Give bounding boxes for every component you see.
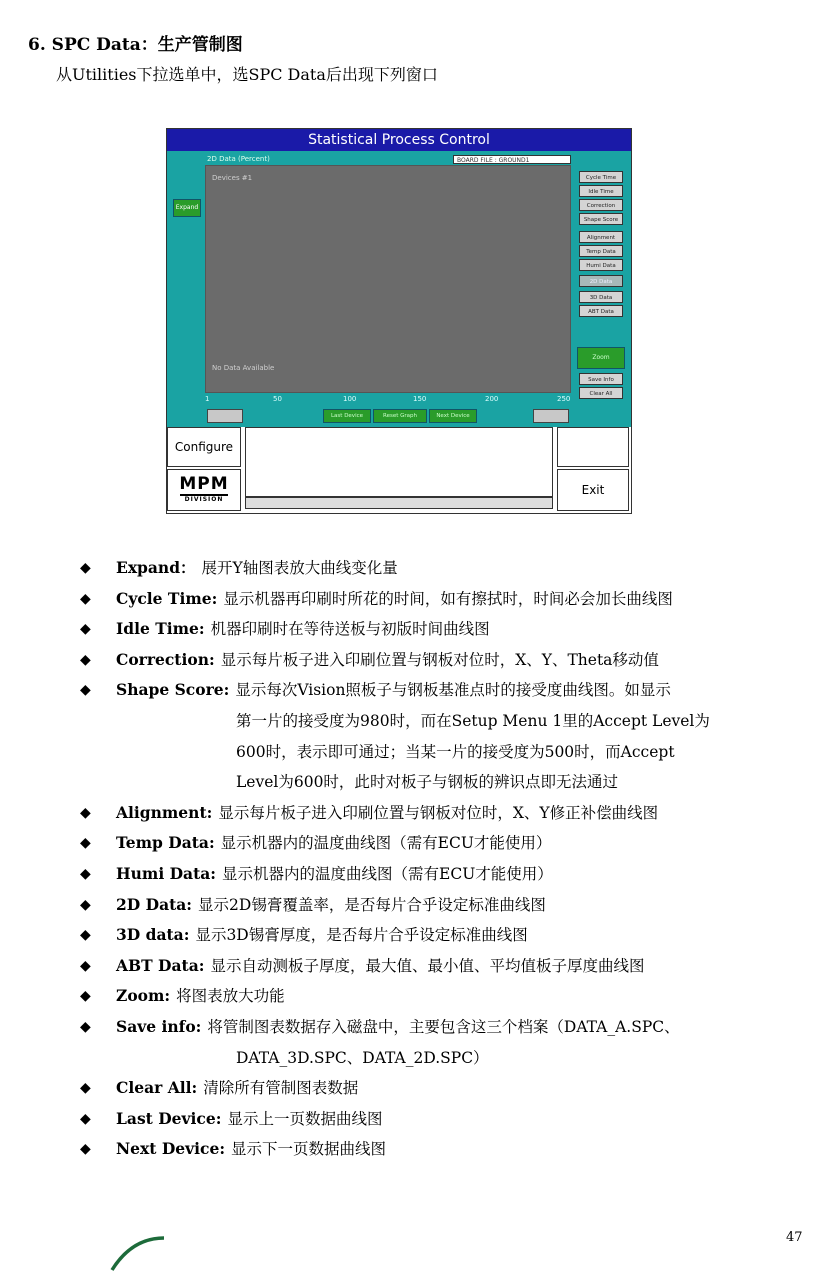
list-item [80,1134,810,1165]
list-item [80,859,810,890]
item-continuation: 600时，表示即可通过；当某一片的接受度为500时，而Accept [236,742,675,761]
message-panel [245,427,553,497]
configure-button[interactable]: Configure [167,427,241,467]
item-continuation: Level为600时，此时对板子与钢板的辨识点即无法通过 [236,773,618,792]
list-item [80,584,810,615]
spc-panel [167,151,631,427]
bullet-icon: ◆ [80,1110,91,1127]
list-item [80,951,810,982]
item-term: Last Device: [116,1108,222,1128]
bullet-icon: ◆ [80,651,91,668]
idle-time-button[interactable]: Idle Time [579,185,623,197]
bullet-icon: ◆ [80,835,91,852]
x-tick: 200 [485,395,499,403]
bullet-icon: ◆ [80,1080,91,1097]
bullet-icon: ◆ [80,621,91,638]
list-item [80,890,810,921]
item-term: Clear All: [116,1078,198,1098]
blank-button[interactable] [557,427,629,467]
bullet-icon: ◆ [80,590,91,607]
item-term: 2D Data: [116,894,193,914]
clear-all-button[interactable]: Clear All [579,387,623,399]
item-term: Save info: [116,1016,202,1036]
x-tick: 1 [205,395,210,403]
x-tick: 150 [413,395,427,403]
item-description: 显示机器内的温度曲线图（需有ECU才能使用） [222,864,553,883]
item-description: 显示机器内的温度曲线图（需有ECU才能使用） [220,834,552,853]
zoom-button[interactable]: Zoom [577,347,625,369]
logo-subtext: DIVISION [184,496,224,503]
correction-button[interactable]: Correction [579,199,623,211]
list-item [80,1073,810,1104]
list-item [80,1104,810,1135]
status-bar [245,497,553,509]
item-term: Temp Data: [116,833,215,853]
list-item [80,920,810,951]
plot-device-label: Devices #1 [212,174,253,182]
bullet-icon: ◆ [80,896,91,913]
corner-swoosh [102,1232,182,1272]
temp-data-button[interactable]: Temp Data [579,245,623,257]
item-description: 机器印刷时在等待送板与初版时间曲线图 [210,620,490,639]
bullet-icon: ◆ [80,865,91,882]
item-term: Shape Score: [116,680,230,700]
bullet-icon: ◆ [80,957,91,974]
item-description: 显示机器再印刷时所花的时间，如有擦拭时，时间必会加长曲线图 [223,589,673,608]
item-description: 显示下一页数据曲线图 [231,1140,387,1159]
bullet-icon: ◆ [80,927,91,944]
scroll-right-box[interactable] [533,409,569,423]
spc-plot-area [205,165,571,393]
no-data-label: No Data Available [212,364,275,372]
bullet-icon: ◆ [80,1141,91,1158]
x-tick: 50 [273,395,282,403]
list-item [80,1012,810,1073]
feature-list [80,553,810,1165]
item-term: Cycle Time: [116,588,218,608]
item-description: 显示上一页数据曲线图 [227,1109,383,1128]
bullet-icon: ◆ [80,682,91,699]
3d-data-button[interactable]: 3D Data [579,291,623,303]
item-description: 显示每片板子进入印刷位置与钢板对位时，X、Y修正补偿曲线图 [218,803,659,822]
item-term: Correction: [116,649,215,669]
humi-data-button[interactable]: Humi Data [579,259,623,271]
alignment-button[interactable]: Alignment [579,231,623,243]
item-term: Humi Data: [116,863,217,883]
scroll-left-box[interactable] [207,409,243,423]
last-device-button[interactable]: Last Device [323,409,371,423]
list-item [80,675,810,797]
cycle-time-button[interactable]: Cycle Time [579,171,623,183]
board-file-field: BOARD FILE : GROUND1 [453,155,571,164]
item-term: Alignment: [116,802,213,822]
item-term: Zoom: [116,986,171,1006]
item-description: 将管制图表数据存入磁盘中，主要包含这三个档案（DATA_A.SPC、 [207,1017,680,1036]
next-device-button[interactable]: Next Device [429,409,477,423]
section-heading: 6. SPC Data：生产管制图 [28,35,243,55]
bullet-icon: ◆ [80,804,91,821]
item-description: 显示3D锡膏厚度，是否每片合乎设定标准曲线图 [195,926,528,945]
spc-window [166,128,632,514]
item-description: 显示2D锡膏覆盖率，是否每片合乎设定标准曲线图 [198,895,546,914]
item-description: 显示每片板子进入印刷位置与钢板对位时，X、Y、Theta移动值 [220,650,659,669]
expand-button[interactable]: Expand [173,199,201,217]
item-term: Next Device: [116,1139,226,1159]
item-term: Expand： [116,558,196,577]
list-item [80,553,810,584]
2d-data-button[interactable]: 2D Data [579,275,623,287]
item-term: Idle Time: [116,619,205,639]
list-item [80,828,810,859]
window-title: Statistical Process Control [167,129,631,151]
bullet-icon: ◆ [80,560,91,576]
bullet-icon: ◆ [80,988,91,1005]
chart-subtitle: 2D Data (Percent) [207,155,270,163]
list-item [80,645,810,676]
abt-data-button[interactable]: ABT Data [579,305,623,317]
reset-graph-button[interactable]: Reset Graph [373,409,427,423]
shape-score-button[interactable]: Shape Score [579,213,623,225]
item-description: 清除所有管制图表数据 [203,1079,359,1098]
item-term: 3D data: [116,925,190,945]
exit-button[interactable]: Exit [557,469,629,511]
list-item [80,614,810,645]
item-description: 将图表放大功能 [176,987,285,1006]
page-number: 47 [786,1230,803,1245]
item-continuation: DATA_3D.SPC、DATA_2D.SPC） [236,1048,489,1067]
bullet-icon: ◆ [80,1018,91,1035]
save-info-button[interactable]: Save Info [579,373,623,385]
section-intro: 从Utilities下拉选单中，选SPC Data后出现下列窗口 [56,65,438,84]
list-item [80,981,810,1012]
item-continuation: 第一片的接受度为980时，而在Setup Menu 1里的Accept Level为 [236,711,710,730]
x-tick: 250 [557,395,571,403]
item-description: 展开Y轴图表放大曲线变化量 [201,559,398,577]
item-term: ABT Data: [116,955,205,975]
list-item [80,798,810,829]
x-tick: 100 [343,395,357,403]
item-description: 显示自动测板子厚度，最大值、最小值、平均值板子厚度曲线图 [210,956,645,975]
item-description: 显示每次Vision照板子与钢板基准点时的接受度曲线图。如显示 [235,681,671,700]
mpm-logo [167,469,241,511]
logo-text: MPM [179,474,229,494]
